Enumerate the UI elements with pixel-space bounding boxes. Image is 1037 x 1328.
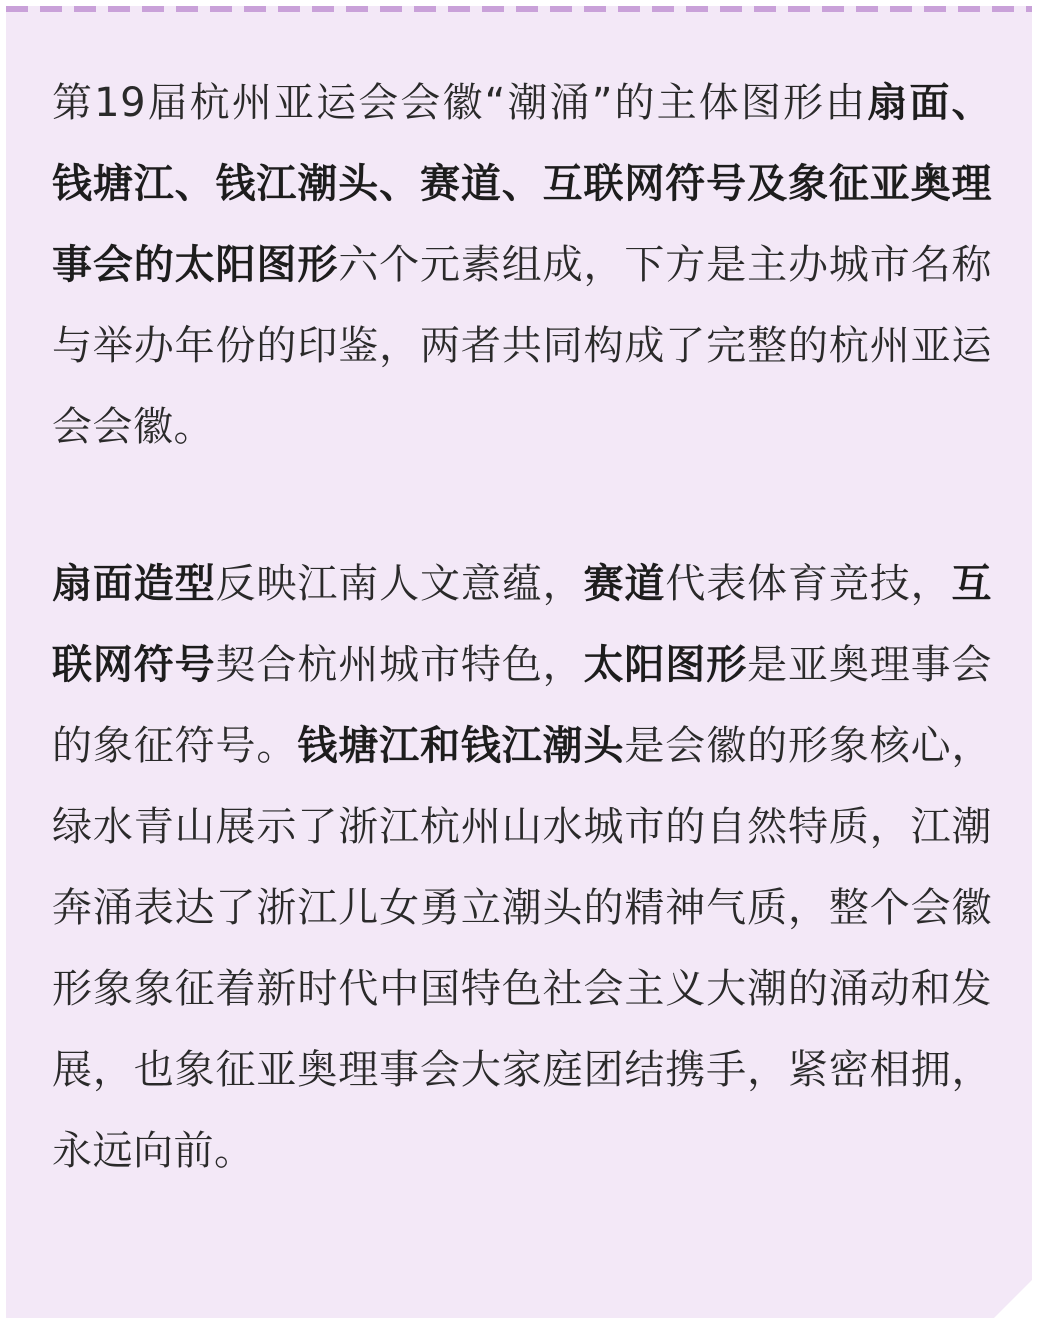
text-segment-bold: 赛道 [583,561,666,607]
text-segment: 反映江南人文意蕴， [215,561,584,607]
text-segment-bold: 扇面、钱塘江、钱江潮头、赛道、互联网符号及象征亚奥理事会的太阳图形 [52,80,993,288]
paragraph-emblem-meaning [52,544,992,1192]
paragraph-emblem-composition [52,63,992,468]
text-segment: 是亚奥理事会的象征符号。 [52,642,993,769]
text-segment: 契合杭州城市特色， [215,642,584,688]
text-segment: 六个元素组成，下方是主办城市名称与举办年份的印鉴，两者共同构成了完整的杭州亚运会会徽。 [52,242,993,450]
text-segment-bold: 钱塘江和钱江潮头 [297,723,625,769]
text-segment-bold: 扇面造型 [52,561,216,607]
text-segment-bold: 太阳图形 [583,642,748,688]
text-segment: 是会徽的形象核心，绿水青山展示了浙江杭州山水城市的自然特质，江潮奔涌表达了浙江儿女勇立潮头的精神气质，整个会徽形象象征着新时代中国特色社会主义大潮的涌动和发展，也象征亚奥理事会大家庭团结携手，紧密相拥，永远向前。 [52,723,993,1174]
text-segment: 第19届杭州亚运会会徽“潮涌”的主体图形由 [52,80,868,126]
content-card [6,6,1032,1318]
text-segment-bold: 互联网符号 [52,561,993,688]
text-segment: 代表体育竞技， [665,561,952,607]
dashed-top-border [6,6,1032,12]
corner-fold [994,1280,1032,1318]
